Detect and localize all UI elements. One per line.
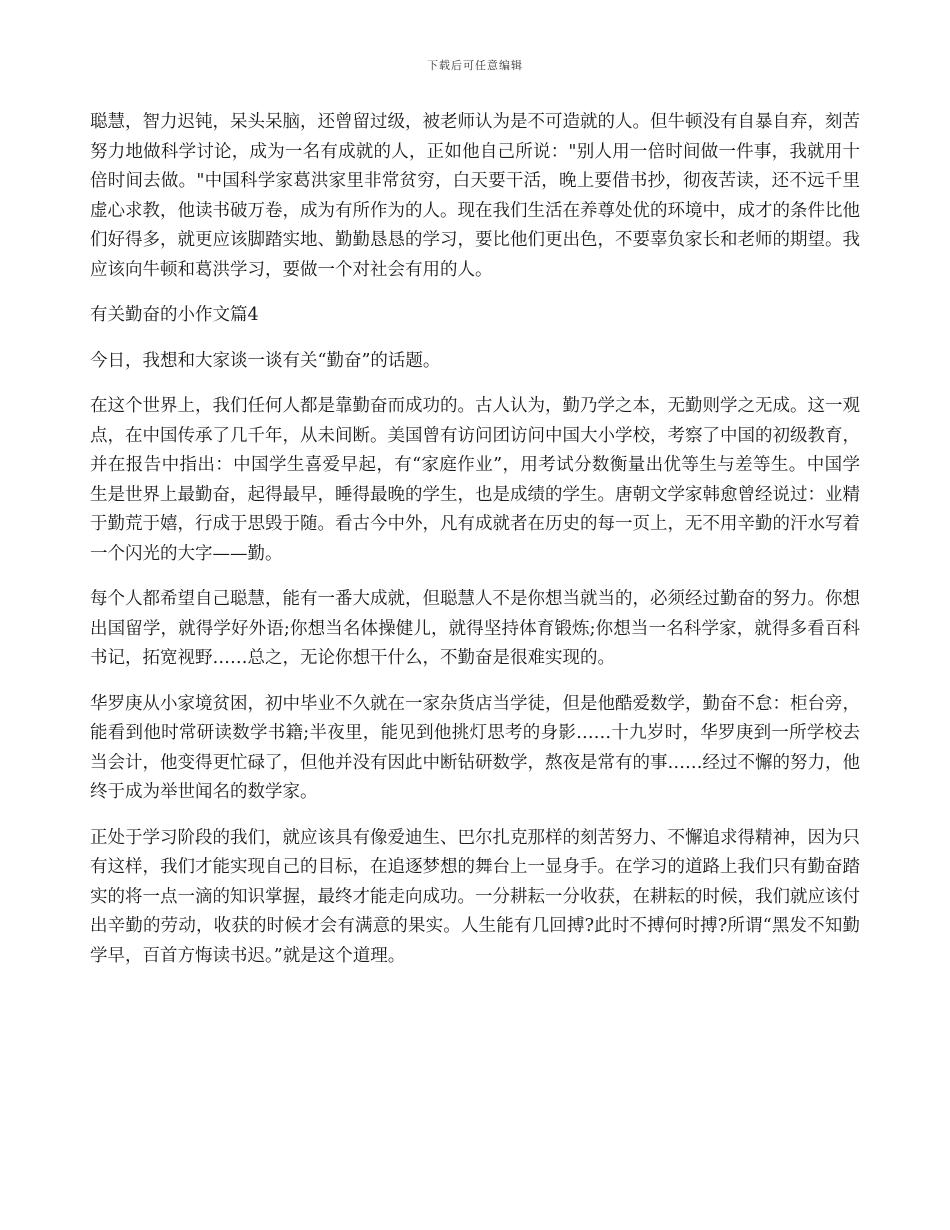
document-body — [90, 108, 860, 987]
paragraph-intro: 今日，我想和大家谈一谈有关“勤奋”的话题。 — [90, 350, 441, 371]
paragraph-hua-luogeng: 华罗庚从小家境贫困，初中毕业不久就在一家杂货店当学徒，但是他酷爱数学，勤奋不怠：柜台旁，能看到他时常研读数学书籍;半夜里，能见到他挑灯思考的身影……十九岁时，华罗庚到一所学校去当会计，他变得更忙碌了，但他并没有因此中断钻研数学，熬夜是常有的事……经过不懈的努力，他终于成为举世闻名的数学家。 — [90, 693, 860, 802]
section-heading: 有关勤奋的小作文篇4 — [90, 305, 259, 325]
page-header: 下载后可任意编辑 — [427, 59, 523, 72]
paragraph-everyone-wishes: 每个人都希望自己聪慧，能有一番大成就，但聪慧人不是你想当就当的，必须经过勤奋的努力。你想出国留学，就得学好外语;你想当名体操健儿，就得坚持体育锻炼;你想当一名科学家，就得多看百科书记，拓宽视野……总之，无论你想干什么，不勤奋是很难实现的。 — [90, 589, 860, 668]
paragraph-newton-gehong: 聪慧，智力迟钝，呆头呆脑，还曾留过级，被老师认为是不可造就的人。但牛顿没有自暴自弃，刻苦努力地做科学讨论，成为一名有成就的人，正如他自己所说："别人用一倍时间做一件事，我就用十倍时间去做。"中国科学家葛洪家里非常贫穷，白天要干活，晚上要借书抄，彻夜苦读，还不远千里虚心求教，他读书破万卷，成为有所作为的人。现在我们生活在养尊处优的环境中，成才的条件比他们好得多，就更应该脚踏实地、勤勤恳恳的学习，要比他们更出色，不要辜负家长和老师的期望。我应该向牛顿和葛洪学习，要做一个对社会有用的人。 — [90, 112, 860, 280]
paragraph-conclusion: 正处于学习阶段的我们，就应该具有像爱迪生、巴尔扎克那样的刻苦努力、不懈追求得精神，因为只有这样，我们才能实现自己的目标，在追逐梦想的舞台上一显身手。在学习的道路上我们只有勤奋踏实的将一点一滴的知识掌握，最终才能走向成功。一分耕耘一分收获，在耕耘的时候，我们就应该付出辛勤的劳动，收获的时候才会有满意的果实。人生能有几回搏?此时不搏何时搏?所谓“黑发不知勤学早，百首方悔读书迟。”就是这个道理。 — [90, 827, 860, 966]
paragraph-diligence-success: 在这个世界上，我们任何人都是靠勤奋而成功的。古人认为，勤乃学之本，无勤则学之无成。这一观点，在中国传承了几千年，从未间断。美国曾有访问团访问中国大小学校，考察了中国的初级教育，并在报告中指出：中国学生喜爱早起，有“家庭作业”，用考试分数衡量出优等生与差等生。中国学生是世界上最勤奋，起得最早，睡得最晚的学生，也是成绩的学生。唐朝文学家韩愈曾经说过：业精于勤荒于嬉，行成于思毁于随。看古今中外，凡有成就者在历史的每一页上，无不用辛勤的汗水写着一个闪光的大字——勤。 — [90, 396, 860, 564]
